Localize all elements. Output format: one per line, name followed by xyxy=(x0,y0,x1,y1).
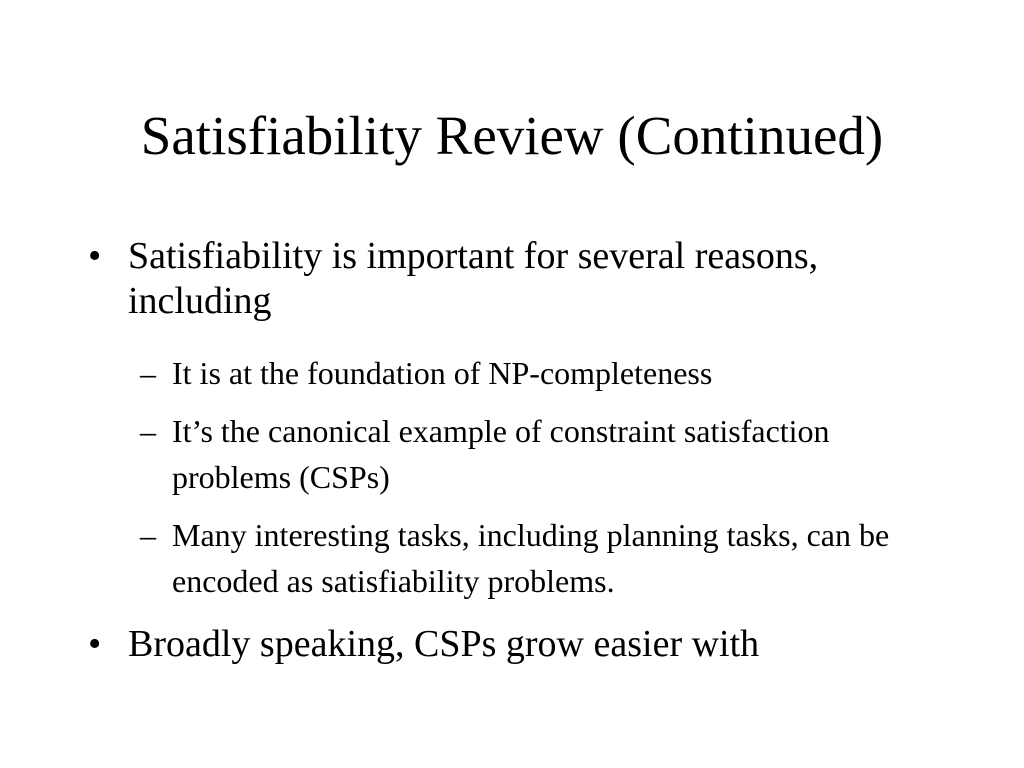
bullet-text: Broadly speaking, CSPs grow easier with xyxy=(128,623,760,665)
bullet-item xyxy=(88,622,918,667)
sub-bullet-marker: – xyxy=(140,517,156,553)
sub-bullet-marker: – xyxy=(140,355,156,391)
sub-bullet-marker: – xyxy=(140,413,156,449)
bullet-text: Satisfiability is important for several reasons, including xyxy=(128,235,819,322)
sub-bullet-item xyxy=(140,408,940,500)
sub-bullet-item xyxy=(140,512,940,604)
sub-bullet-text: It’s the canonical example of constraint satisfaction problems (CSPs) xyxy=(172,413,830,495)
bullet-marker: • xyxy=(88,235,102,277)
sub-bullet-text: It is at the foundation of NP-completeness xyxy=(172,355,713,391)
bullet-item xyxy=(88,234,918,324)
sub-bullet-item xyxy=(140,350,940,396)
slide-title: Satisfiability Review (Continued) xyxy=(140,105,884,166)
bullet-marker: • xyxy=(88,623,102,665)
sub-bullet-text: Many interesting tasks, including planning tasks, can be encoded as satisfiability problems. xyxy=(172,517,890,599)
